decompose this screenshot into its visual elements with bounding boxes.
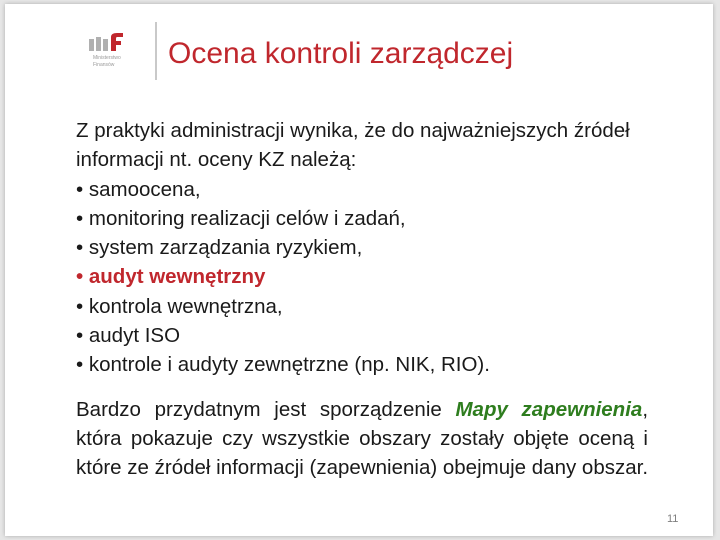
ministry-logo-mark [87,31,127,53]
list-item-risk-management: • system zarządzania ryzykiem, [76,236,363,260]
intro-text: Z praktyki administracji wynika, że do najważniejszych źródeł informacji nt. oceny KZ należą: [76,119,630,172]
page-number: 11 [667,513,679,525]
para-highlight: Mapy zapewnienia [455,398,643,421]
ministry-logo [87,31,149,73]
list-item-internal-audit: • audyt wewnętrzny [76,265,266,289]
slide-title: Ocena kontroli zarządczej [168,37,514,70]
list-item-self-assessment: • samoocena, [76,177,201,201]
list-item-internal-control: • kontrola wewnętrzna, [76,294,283,318]
para-after: , która pokazuje czy wszystkie obszary zostały objęte oceną i które ze źródeł informacji (zapewnienia) obejmuje dany obszar. [76,398,649,479]
intro-section [76,116,676,380]
slide [5,4,713,536]
ministry-logo-text: Ministerstwo Finansów [93,55,121,68]
para-before: Bardzo przydatnym jest sporządzenie [76,398,456,421]
list-item-external-audits: • kontrole i audyty zewnętrzne (np. NIK, RIO). [76,353,490,377]
list-item-iso-audit: • audyt ISO [76,324,181,348]
list-item-monitoring: • monitoring realizacji celów i zadań, [76,206,406,230]
sources-list [76,175,676,380]
assurance-map-paragraph [76,395,648,482]
header-divider [155,22,157,80]
